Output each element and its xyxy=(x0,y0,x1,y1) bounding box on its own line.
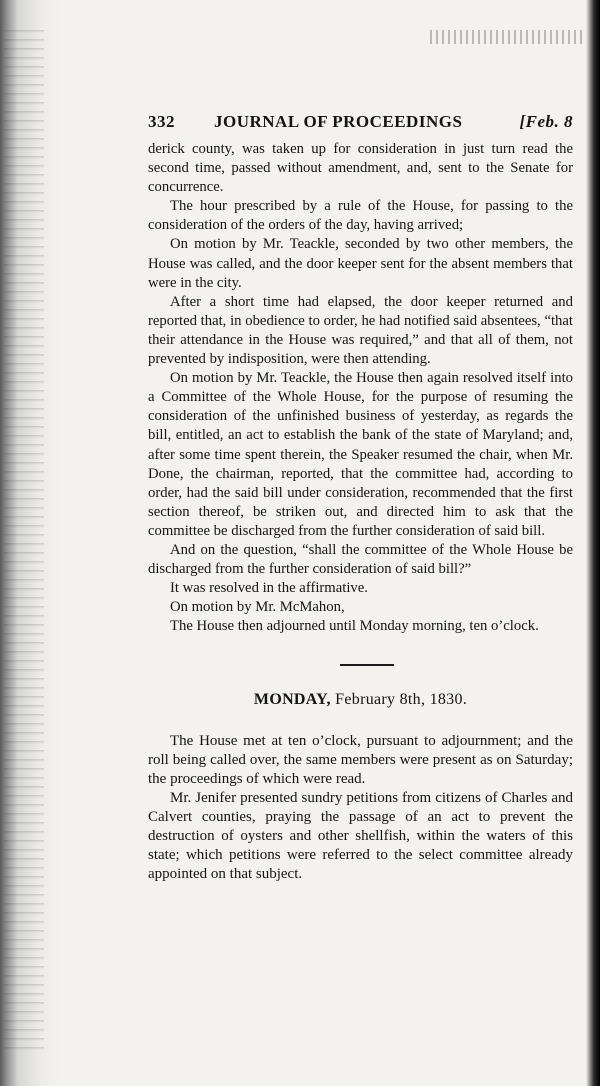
header-date: [Feb. 8 xyxy=(519,112,573,131)
page-content xyxy=(148,112,573,884)
page-number: 332 xyxy=(148,112,175,131)
paragraph: On motion by Mr. McMahon, xyxy=(170,599,345,616)
section-date: February 8th, 1830. xyxy=(335,691,468,709)
journal-title: JOURNAL OF PROCEEDINGS xyxy=(214,112,463,131)
section-heading xyxy=(148,691,573,709)
paragraph: After a short time had elapsed, the door keeper returned and reported that, in obedience to order, he had notified said absentees, “that their attendance in the House was required,” and that all of them, not prevented by indisposition, were then attending. xyxy=(148,293,573,368)
book-gutter xyxy=(0,0,60,1086)
paragraph: The House met at ten o’clock, pursuant to adjournment; and the roll being called over, the same members were present as on Saturday; the proceedings of which were read. xyxy=(148,733,573,788)
paragraph-continued: derick county, was taken up for consideration in just turn read the second time, passed without amendment, and, sent to the Senate for concurrence. xyxy=(148,141,573,196)
paragraph: Mr. Jenifer presented sundry petitions from citizens of Charles and Calvert counties, praying the passage of an act to prevent the destruction of oysters and other shellfish, within the waters of this state; which petitions were referred to the select committee already appointed on that subject. xyxy=(148,790,573,883)
running-header xyxy=(148,112,573,140)
monday-section xyxy=(148,732,573,884)
paragraph: It was resolved in the affirmative. xyxy=(170,580,368,597)
paragraph: On motion by Mr. Teackle, the House then again resolved itself into a Committee of the Whole House, for the purpose of resuming the consideration of the unfinished business of yesterday, as regards the bill, entitled, an act to establish the bank of the state of Maryland; and, after some time spent therein, the Speaker resumed the chair, when Mr. Done, the chairman, reported, that the committee had, according to order, had the said bill under consideration, recommended that the first section thereof, be striken out, and directed him to ask that the committee be discharged from the further consideration of said bill. xyxy=(148,370,573,539)
proceedings-section xyxy=(148,140,573,636)
paragraph: And on the question, “shall the committee of the Whole House be discharged from the further consideration of said bill?” xyxy=(148,541,573,578)
paragraph: On motion by Mr. Teackle, seconded by two other members, the House was called, and the door keeper sent for the absent members that were in the city. xyxy=(148,236,573,291)
scan-noise xyxy=(430,30,590,44)
section-divider xyxy=(340,664,394,666)
paragraph: The House then adjourned until Monday morning, ten o’clock. xyxy=(170,618,539,635)
paragraph: The hour prescribed by a rule of the House, for passing to the consideration of the orders of the day, having arrived; xyxy=(148,198,573,234)
section-day: MONDAY, xyxy=(253,691,331,709)
page-edge xyxy=(586,0,600,1086)
